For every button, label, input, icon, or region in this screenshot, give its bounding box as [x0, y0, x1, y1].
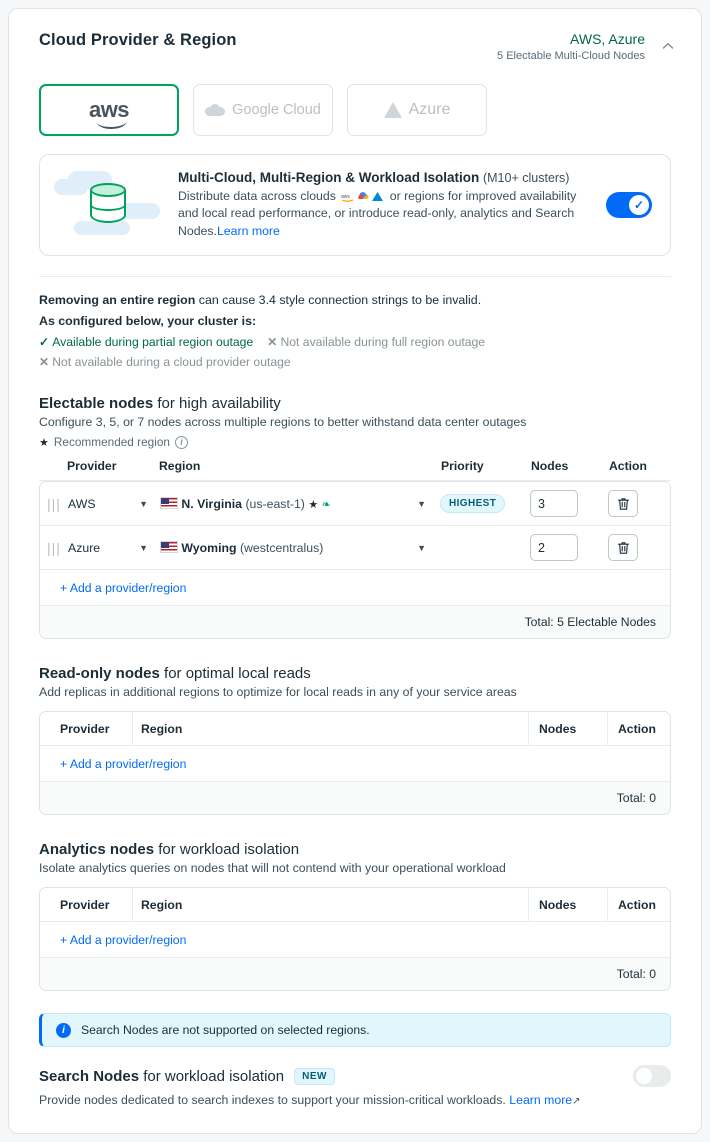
column-header-action: Action: [609, 459, 647, 473]
row-provider-select[interactable]: [68, 497, 160, 511]
aws-smile-icon: [97, 119, 127, 129]
add-provider-region-link[interactable]: + Add a provider/region: [60, 932, 187, 947]
column-header-provider: Provider: [60, 721, 110, 736]
azure-triangle-icon: [384, 102, 402, 118]
delete-row-button[interactable]: [608, 490, 638, 517]
providers-summary: AWS, Azure: [570, 31, 645, 47]
readonly-table: [39, 711, 671, 815]
column-header-priority: Priority: [441, 459, 484, 473]
chevron-up-icon[interactable]: [661, 39, 675, 53]
availability-status-row-1: [39, 335, 671, 349]
status-available-partial: [39, 335, 253, 349]
database-cylinder-icon: [90, 183, 126, 227]
cloud-icon: [205, 104, 225, 117]
row-region-value: [160, 541, 323, 555]
readonly-heading-light: for optimal local reads: [159, 665, 311, 682]
electable-heading: [39, 395, 671, 412]
svg-text:aws: aws: [341, 193, 351, 200]
trash-icon: [617, 541, 630, 555]
drag-handle-icon[interactable]: |||: [47, 495, 61, 512]
search-nodes-heading-bold: Search Nodes: [39, 1067, 140, 1085]
column-header-provider: Provider: [60, 897, 110, 912]
row-region-code: (westcentralus): [239, 540, 324, 555]
gcp-mini-icon: [356, 190, 369, 201]
chevron-down-icon: ▼: [139, 498, 148, 509]
status-badge: HIGHEST: [440, 494, 505, 513]
azure-logo-group: [384, 101, 451, 119]
availability-status-row-2: [39, 355, 671, 369]
search-nodes-description-text: Provide nodes dedicated to search indexes to support your mission-critical workloads.: [39, 1093, 506, 1107]
table-row: [40, 526, 670, 570]
info-icon: i: [56, 1023, 71, 1038]
chevron-down-icon: ▼: [417, 542, 426, 553]
search-nodes-toggle[interactable]: [633, 1065, 671, 1087]
analytics-total: Total: 0: [40, 958, 670, 990]
search-nodes-row: [39, 1065, 671, 1087]
readonly-heading: [39, 665, 671, 682]
readonly-heading-bold: Read-only nodes: [39, 665, 160, 682]
recommended-region-legend: [39, 435, 671, 449]
column-header-action: Action: [618, 897, 656, 912]
provider-tile-aws[interactable]: [39, 84, 179, 136]
row-region-value: [160, 497, 331, 511]
chevron-down-icon: ▼: [417, 498, 426, 509]
column-header-nodes: Nodes: [539, 897, 577, 912]
star-icon: ★: [39, 436, 49, 449]
analytics-table: [39, 887, 671, 991]
nodes-input[interactable]: [530, 534, 578, 561]
new-badge: NEW: [294, 1068, 335, 1085]
row-provider-label: Azure: [68, 540, 101, 555]
delete-row-button[interactable]: [608, 534, 638, 561]
cloud-provider-region-card: [8, 8, 702, 1134]
toggle-knob: [636, 1068, 652, 1084]
search-nodes-description: [39, 1093, 671, 1107]
aws-logo-icon: [89, 97, 129, 123]
status-not-available-provider-text: Not available during a cloud provider outage: [52, 355, 291, 369]
column-header-nodes: Nodes: [539, 721, 577, 736]
row-action-cell: [608, 534, 670, 561]
electable-heading-bold: Electable nodes: [39, 395, 154, 412]
leaf-icon: ❧: [321, 498, 331, 511]
status-available-partial-text: Available during partial region outage: [52, 335, 254, 349]
row-region-select[interactable]: [160, 541, 440, 555]
row-nodes-cell: [530, 534, 608, 561]
add-provider-region-link[interactable]: + Add a provider/region: [60, 580, 187, 595]
row-region-code: (us-east-1): [245, 496, 305, 511]
star-icon: ★: [308, 498, 319, 511]
table-row: [40, 482, 670, 526]
row-provider-select[interactable]: [68, 541, 160, 555]
nodes-input[interactable]: [530, 490, 578, 517]
search-nodes-note: [39, 1013, 671, 1047]
search-nodes-heading-inner: [39, 1068, 284, 1085]
row-priority: [440, 494, 530, 513]
readonly-add-row: [40, 746, 670, 782]
column-header-action: Action: [618, 721, 656, 736]
trash-icon: [617, 497, 630, 511]
us-flag-icon: [160, 497, 178, 509]
readonly-table-header: [40, 712, 670, 746]
analytics-description: Isolate analytics queries on nodes that will not contend with your operational workload: [39, 861, 506, 875]
electable-table: [39, 459, 671, 639]
analytics-table-header: [40, 888, 670, 922]
column-header-region: Region: [141, 721, 183, 736]
header-summary: [497, 31, 671, 62]
add-provider-region-link[interactable]: + Add a provider/region: [60, 756, 187, 771]
readonly-total: Total: 0: [40, 782, 670, 814]
configured-label-text: As configured below, your cluster is:: [39, 314, 257, 328]
search-nodes-heading: [39, 1068, 335, 1085]
azure-mini-icon: [371, 190, 384, 201]
row-action-cell: [608, 490, 670, 517]
cloud-provider-mini-icons: [341, 190, 384, 201]
status-not-available-full: [267, 335, 485, 349]
provider-tile-azure[interactable]: [347, 84, 487, 136]
electable-description: Configure 3, 5, or 7 nodes across multiple regions to better withstand data center outages: [39, 415, 527, 429]
multicloud-title-note: (M10+ clusters): [482, 170, 570, 185]
multicloud-learn-more-link[interactable]: Learn more: [216, 223, 280, 238]
electable-add-row: [40, 570, 670, 606]
row-region-name: N. Virginia: [181, 496, 243, 511]
multicloud-title-text: Multi-Cloud, Multi-Region & Workload Isolation: [178, 169, 480, 185]
cross-icon: ✕: [39, 355, 50, 369]
electable-table-body: [39, 481, 671, 639]
row-nodes-cell: [530, 490, 608, 517]
row-provider-label: AWS: [68, 496, 96, 511]
configured-label: [39, 314, 671, 328]
row-region-select[interactable]: [160, 497, 440, 511]
provider-tile-group: [39, 84, 671, 136]
analytics-add-row: [40, 922, 670, 958]
check-icon: ✓: [39, 335, 50, 349]
warning-bold-text: Removing an entire region: [39, 293, 196, 307]
status-not-available-provider: [39, 355, 291, 369]
multicloud-body-part1: Distribute data across clouds: [178, 188, 336, 203]
readonly-description: Add replicas in additional regions to optimize for local reads in any of your service areas: [39, 685, 517, 699]
aws-mini-icon: [341, 190, 354, 201]
provider-tile-aws-label: aws: [88, 97, 130, 122]
multicloud-body-part2: or regions for improved availability and local read performance, or introduce read-only, analytics and Search Nodes.: [178, 188, 577, 238]
us-flag-icon: [160, 541, 178, 553]
external-link-icon: ↗: [572, 1096, 581, 1107]
page-title: Cloud Provider & Region: [39, 31, 237, 49]
multicloud-banner-body: [178, 188, 578, 240]
row-region-name: Wyoming: [181, 540, 237, 555]
multicloud-toggle[interactable]: [606, 192, 652, 218]
chevron-down-icon: ▼: [139, 542, 148, 553]
warning-rest-text: can cause 3.4 style connection strings to be invalid.: [198, 293, 482, 307]
provider-tile-gcp-label: Google Cloud: [232, 102, 321, 118]
info-icon[interactable]: i: [175, 436, 188, 449]
multicloud-banner: [39, 154, 671, 256]
divider: [39, 276, 671, 277]
electable-total: Total: 5 Electable Nodes: [40, 606, 670, 638]
analytics-heading-light: for workload isolation: [154, 841, 300, 858]
nodes-summary: 5 Electable Multi-Cloud Nodes: [497, 50, 645, 62]
column-header-nodes: Nodes: [531, 459, 569, 473]
electable-table-header: [39, 459, 671, 481]
drag-handle-icon[interactable]: |||: [47, 539, 61, 556]
recommended-region-label: Recommended region: [53, 435, 170, 449]
database-illustration: [54, 169, 164, 241]
multicloud-banner-title: [178, 170, 598, 185]
electable-heading-light: for high availability: [153, 395, 281, 412]
cross-icon: ✕: [267, 335, 278, 349]
search-nodes-heading-light: for workload isolation: [139, 1067, 285, 1085]
column-header-provider: Provider: [67, 459, 117, 473]
analytics-heading: [39, 841, 671, 858]
gcp-logo-group: [205, 102, 321, 118]
search-nodes-note-text: Search Nodes are not supported on selected regions.: [81, 1023, 370, 1037]
status-not-available-full-text: Not available during full region outage: [280, 335, 486, 349]
card-header: [39, 31, 671, 62]
multicloud-banner-text: [172, 170, 598, 240]
analytics-heading-bold: Analytics nodes: [39, 841, 155, 858]
search-nodes-learn-more-link[interactable]: Learn more: [509, 1093, 573, 1107]
toggle-knob: ✓: [629, 195, 649, 215]
provider-tile-azure-label: Azure: [408, 101, 451, 118]
column-header-region: Region: [141, 897, 183, 912]
column-header-region: Region: [159, 459, 201, 473]
region-removal-warning: [39, 293, 671, 307]
provider-tile-gcp[interactable]: [193, 84, 333, 136]
